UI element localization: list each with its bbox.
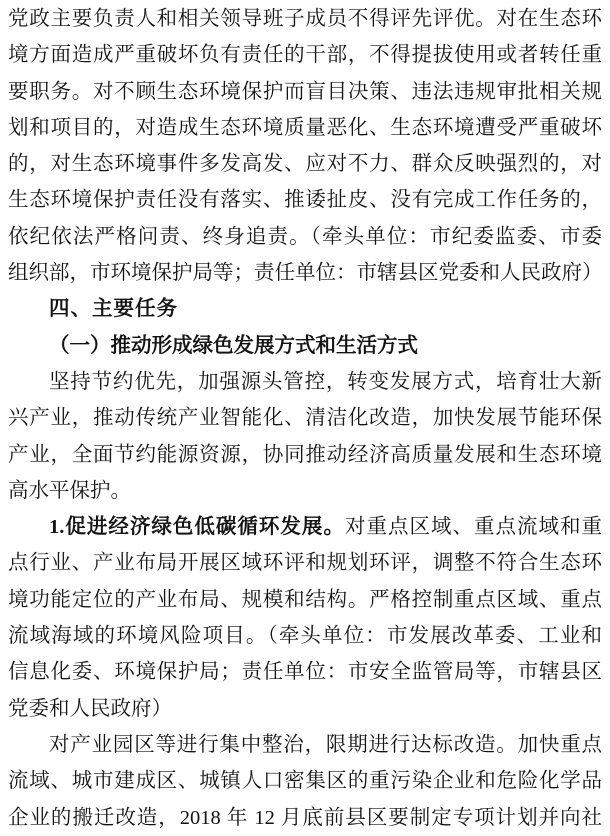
emphasis-text: 1.促进经济绿色低碳循环发展。	[49, 516, 345, 539]
heading-text: 四、主要任务	[49, 297, 178, 321]
body-line	[8, 110, 602, 146]
body-text: 流域海域的环境风险项目。（牵头单位：市发展改革委、工业和	[8, 625, 602, 648]
body-line	[8, 800, 602, 836]
body-line	[8, 255, 602, 291]
body-text: 流域、城市建成区、城镇人口密集区的重污染企业和危险化学品	[8, 770, 602, 793]
body-line	[8, 182, 602, 218]
body-text: 党委和人民政府）	[8, 697, 172, 720]
body-line	[8, 219, 602, 255]
body-text: 对产业园区等进行集中整治，限期进行达标改造。加快重点	[49, 733, 602, 756]
body-text: 兴产业，推动传统产业智能化、清洁化改造，加快发展节能环保	[8, 407, 602, 430]
body-text: 生态环境保护责任没有落实、推诿扯皮、没有完成工作任务的，	[8, 189, 602, 212]
body-line	[8, 1, 602, 37]
body-text: 对重点区域、重点流域和重	[344, 516, 602, 539]
body-text: 依纪依法严格问责、终身追责。（牵头单位：市纪委监委、市委	[8, 225, 602, 248]
body-text: 信息化委、环境保护局；责任单位：市安全监管局等，市辖县区	[8, 661, 602, 684]
body-line	[8, 691, 602, 727]
body-text: 划和项目的，对造成生态环境质量恶化、生态环境遭受严重破坏	[8, 116, 602, 139]
body-line	[8, 37, 602, 73]
body-line	[8, 618, 602, 654]
body-text: 境方面造成严重破坏负有责任的干部，不得提拔使用或者转任重	[8, 44, 602, 67]
body-text: 点行业、产业布局开展区域环评和规划环评，调整不符合生态环	[8, 552, 602, 575]
emphasis-text: （一）推动形成绿色发展方式和生活方式	[49, 334, 418, 357]
body-text: 组织部，市环境保护局等；责任单位：市辖县区党委和人民政府）	[8, 262, 602, 285]
numbered-item-line	[8, 509, 602, 545]
body-line	[8, 400, 602, 436]
body-text: 企业的搬迁改造，2018 年 12 月底前县区要制定专项计划并向社	[8, 806, 602, 829]
body-text: 党政主要负责人和相关领导班子成员不得评先评优。对在生态环	[8, 8, 602, 30]
body-line	[8, 763, 602, 799]
body-text: 高水平保护。	[8, 479, 131, 502]
body-text: 要职务。对不顾生态环境保护而盲目决策、违法违规审批相关规	[8, 80, 602, 103]
body-text: 境功能定位的产业布局、规模和结构。严格控制重点区域、重点	[8, 588, 602, 611]
body-line	[8, 582, 602, 618]
body-line	[8, 727, 602, 763]
subsection-heading	[8, 328, 602, 364]
section-heading	[8, 291, 602, 327]
body-line	[8, 74, 602, 110]
body-line	[8, 545, 602, 581]
body-text: 产业，全面节约能源资源，协同推动经济高质量发展和生态环境	[8, 443, 602, 466]
body-line	[8, 146, 602, 182]
body-line	[8, 473, 602, 509]
body-text: 的，对生态环境事件多发高发、应对不力、群众反映强烈的，对	[8, 153, 602, 176]
body-line	[8, 654, 602, 690]
body-line	[8, 364, 602, 400]
body-line	[8, 437, 602, 473]
body-text: 坚持节约优先，加强源头管控，转变发展方式，培育壮大新	[49, 370, 602, 393]
